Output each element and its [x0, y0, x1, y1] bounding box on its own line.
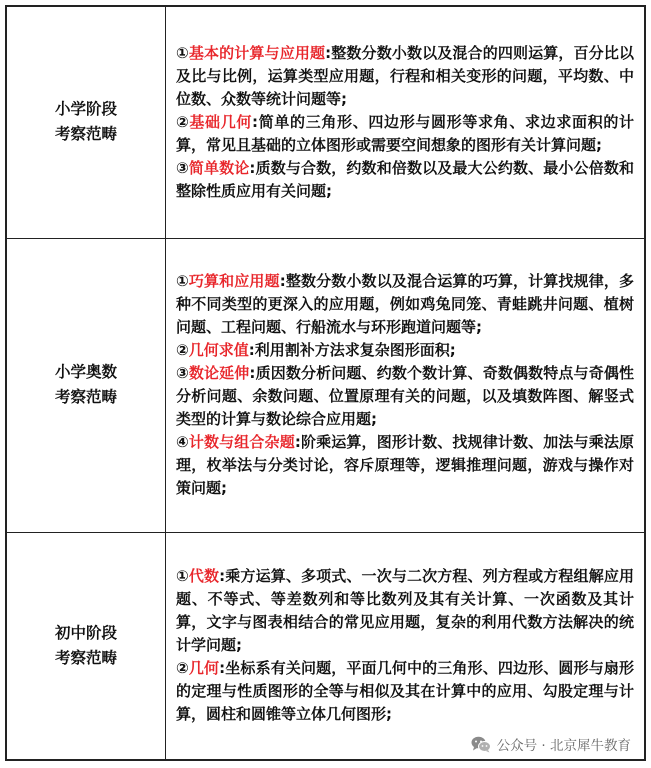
category-label-line1: 小学奥数 [54, 363, 117, 381]
curriculum-table [5, 5, 646, 761]
category-label-line1: 小学阶段 [54, 100, 117, 119]
list-item [176, 339, 634, 362]
category-cell-junior-high [6, 532, 166, 760]
category-label-line2: 考察范畴 [54, 388, 117, 406]
item-number: ② [176, 112, 190, 131]
list-item [176, 270, 634, 339]
item-text: :质因数分析问题、约数个数计算、奇数偶数特点与奇偶性分析问题、余数问题、位置原理有关的问题，以及填数阵图、解竖式类型的计算与数论综合应用题; [176, 364, 634, 428]
list-item [176, 157, 634, 203]
list-item [176, 657, 634, 726]
item-number: ① [176, 272, 189, 290]
table-row-junior-high [6, 532, 645, 760]
table-row-olympiad [6, 238, 645, 532]
item-number: ① [176, 43, 189, 62]
list-item [176, 111, 634, 157]
item-text: :利用割补方法求复杂图形面积; [248, 341, 456, 359]
content-cell-primary [166, 6, 646, 238]
category-cell-primary [6, 6, 166, 238]
item-text: :坐标系有关问题，平面几何中的三角形、四边形、圆形与扇形的定理与性质图形的全等与相似及其在计算中的应用、勾股定理与计算，圆柱和圆锥等立体几何图形; [176, 659, 634, 724]
content-cell-junior-high [166, 532, 646, 760]
category-cell-olympiad [6, 238, 166, 532]
item-text: :乘方运算、多项式、一次与二次方程、列方程或方程组解应用题、不等式、等差数列和等比数列及其有关计算、一次函数及其计算，文字与图表相结合的常见应用题，复杂的利用代数方法解决的统计学问题; [176, 567, 634, 655]
category-label-line2: 考察范畴 [54, 125, 117, 144]
item-title: 基本的计算与应用题 [188, 43, 326, 62]
wechat-icon [471, 736, 491, 753]
item-title: 计数与组合杂题 [188, 433, 295, 451]
item-title: 简单数论 [188, 158, 250, 177]
item-text: :质数与合数，约数和倍数以及最大公约数、最小公倍数和整除性质应用有关问题; [176, 158, 634, 200]
item-number: ③ [176, 158, 189, 177]
item-title: 代数 [188, 567, 220, 586]
item-title: 几何 [188, 659, 220, 678]
item-number: ④ [176, 433, 189, 451]
table-row-primary [6, 6, 645, 238]
item-text: :阶乘运算，图形计数、找规律计数、加法与乘法原理，枚举法与分类讨论，容斥原理等，逻辑推理问题，游戏与操作对策问题; [176, 433, 634, 497]
item-number: ② [176, 659, 189, 678]
list-item [176, 42, 634, 111]
category-label-line1: 初中阶段 [54, 623, 117, 642]
item-title: 巧算和应用题 [188, 272, 280, 290]
content-cell-olympiad [166, 238, 646, 532]
list-item [176, 362, 634, 431]
list-item [176, 565, 634, 657]
item-number: ② [176, 341, 189, 359]
list-item [176, 431, 634, 500]
item-title: 几何求值 [188, 341, 249, 359]
item-title: 基础几何 [189, 112, 253, 131]
category-label-line2: 考察范畴 [54, 648, 117, 667]
item-number: ③ [176, 364, 189, 382]
item-text: :整数分数小数以及混合的四则运算，百分比以及比与比例，运算类型应用题，行程和相关变形的问题，平均数、中位数、众数等统计问题等; [176, 43, 634, 108]
watermark-text: 公众号 · 北京犀牛教育 [496, 738, 631, 754]
item-text: :简单的三角形、四边形与圆形等求角、求边求面积的计算，常见且基础的立体图形或需要空间想象的图形有关计算问题; [176, 112, 634, 154]
item-number: ① [176, 567, 189, 586]
watermark [471, 734, 631, 754]
item-title: 数论延伸 [188, 364, 250, 382]
item-text: :整数分数小数以及混合运算的巧算，计算找规律，多种不同类型的更深入的应用题，例如鸡兔同笼、青蛙跳井问题、植树问题、工程问题、行船流水与环形跑道问题等; [176, 272, 634, 336]
